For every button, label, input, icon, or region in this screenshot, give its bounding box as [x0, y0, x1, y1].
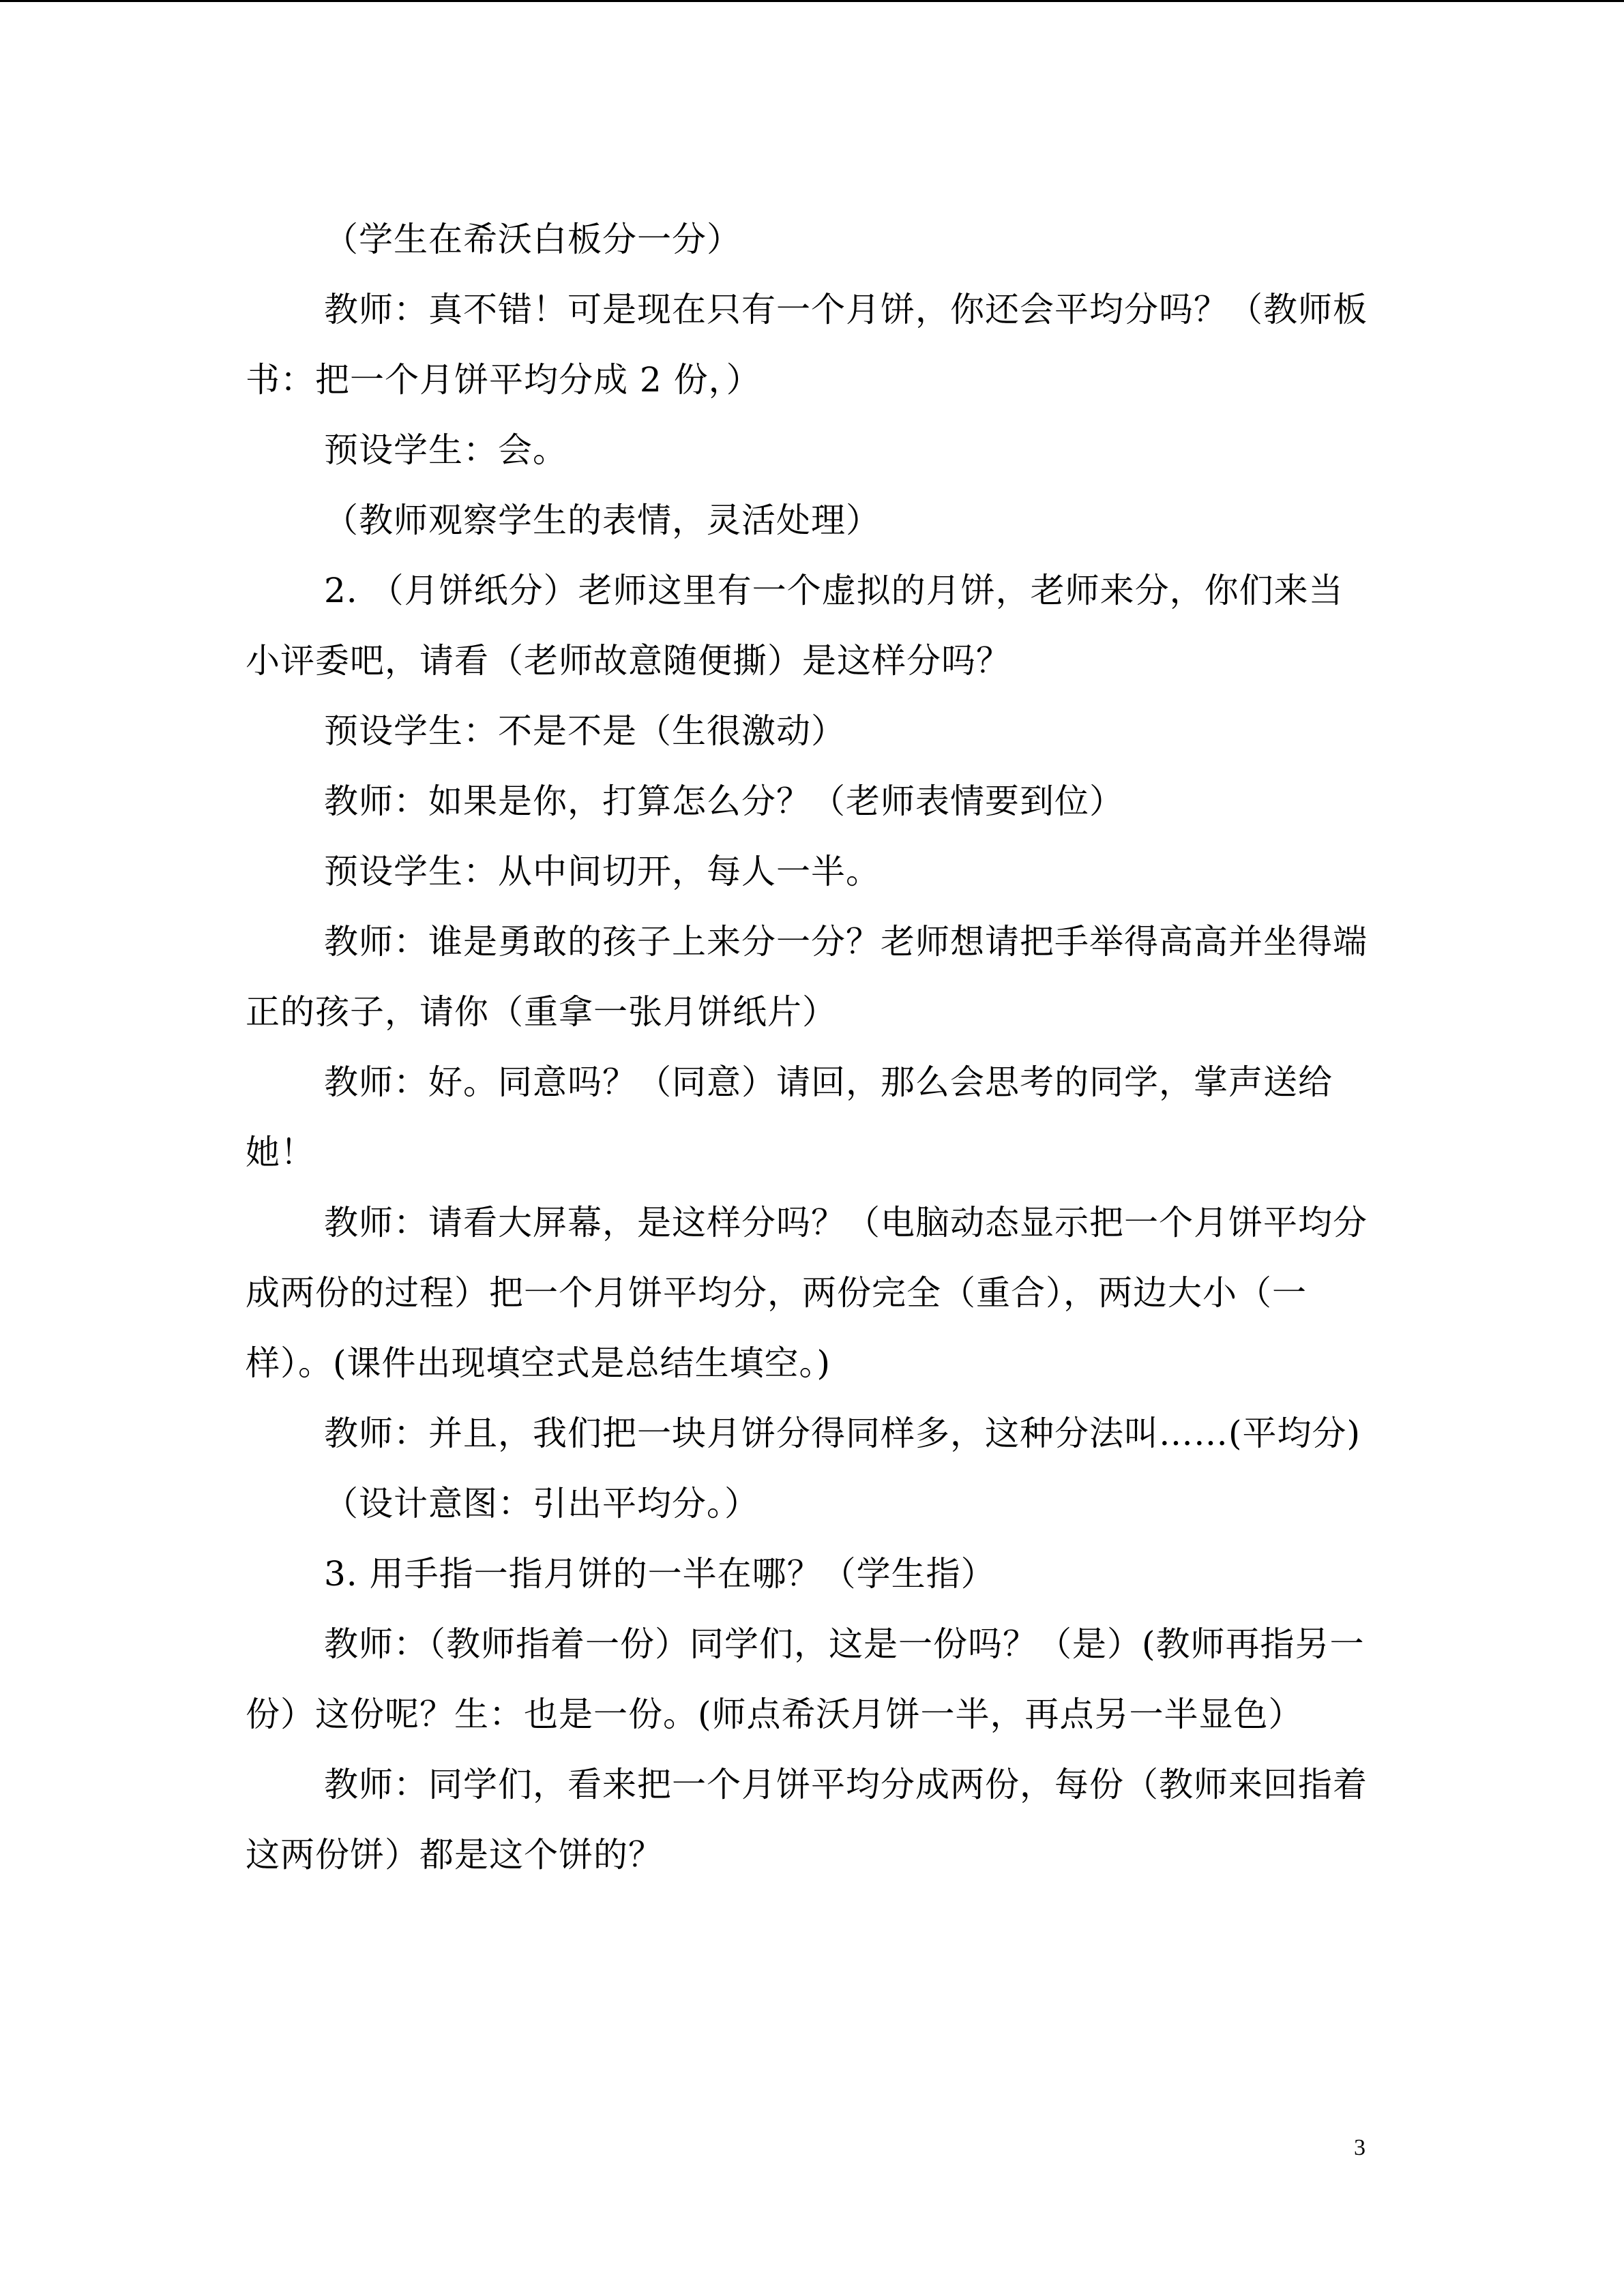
- paragraph: （设计意图：引出平均分。）: [324, 1484, 759, 1523]
- document-body: [246, 205, 1378, 1890]
- paragraph: 教师：谁是勇敢的孩子上来分一分？老师想请把手举得高高并坐得端正的孩子，请你（重拿一张月饼纸片）: [246, 922, 1368, 1032]
- paragraph: 教师：真不错！可是现在只有一个月饼，你还会平均分吗？（教师板书：把一个月饼平均分成 2 份，）: [246, 290, 1368, 400]
- paragraph: 教师：同学们，看来把一个月饼平均分成两份，每份（教师来回指着这两份饼）都是这个饼的？: [246, 1765, 1368, 1875]
- paragraph: 3. 用手指一指月饼的一半在哪？（学生指）: [324, 1554, 996, 1594]
- paragraph: 教师：并且，我们把一块月饼分得同样多，这种分法叫……(平均分): [324, 1414, 1361, 1453]
- paragraph: 预设学生：会。: [324, 430, 567, 470]
- paragraph: 教师：如果是你，打算怎么分？（老师表情要到位）: [324, 781, 1124, 821]
- page-top-border: [0, 0, 1624, 2]
- paragraph: 教师：（教师指着一份）同学们，这是一份吗？（是）(教师再指另一份）这份呢？生：也是一份。(师点希沃月饼一半，再点另一半显色）: [246, 1624, 1365, 1734]
- paragraph: 预设学生：不是不是（生很激动）: [324, 711, 846, 751]
- page-number: 3: [1354, 2135, 1365, 2160]
- paragraph: 教师：请看大屏幕，是这样分吗？（电脑动态显示把一个月饼平均分成两份的过程）把一个月饼平均分，两份完全（重合），两边大小（一样）。(课件出现填空式是总结生填空。): [246, 1203, 1368, 1383]
- paragraph: 预设学生：从中间切开，每人一半。: [324, 852, 881, 891]
- paragraph: （教师观察学生的表情，灵活处理）: [324, 501, 881, 540]
- paragraph: （学生在希沃白板分一分）: [324, 220, 741, 259]
- paragraph: 2. （月饼纸分）老师这里有一个虚拟的月饼，老师来分，你们来当小评委吧，请看（老师故意随便撕）是这样分吗？: [246, 571, 1344, 681]
- paragraph: 教师：好。同意吗？（同意）请回，那么会思考的同学，掌声送给她！: [246, 1062, 1333, 1172]
